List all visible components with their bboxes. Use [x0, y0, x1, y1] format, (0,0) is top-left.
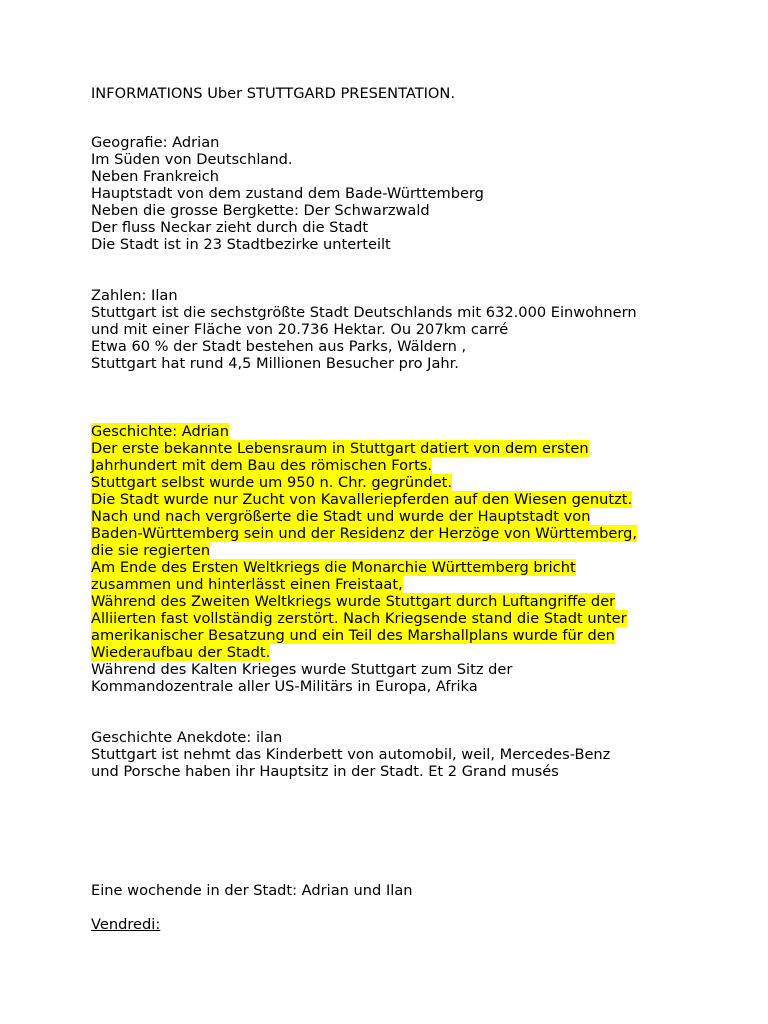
geschichte-line: Während des Kalten Krieges wurde Stuttgart zum Sitz der	[91, 661, 513, 678]
geschichte-highlighted-line: Baden-Württemberg sein und der Residenz der Herzöge von Württemberg,	[91, 525, 637, 542]
geschichte-highlighted-line: Stuttgart selbst wurde um 950 n. Chr. gegründet.	[91, 474, 453, 491]
zahlen-heading: Zahlen: Ilan	[91, 287, 178, 304]
geschichte-highlighted-line: Nach und nach vergrößerte die Stadt und wurde der Hauptstadt von	[91, 508, 591, 525]
zahlen-line: Stuttgart ist die sechstgrößte Stadt Deutschlands mit 632.000 Einwohnern	[91, 304, 637, 321]
geografie-line: Hauptstadt von dem zustand dem Bade-Württemberg	[91, 185, 484, 202]
geografie-line: Im Süden von Deutschland.	[91, 151, 293, 168]
geografie-heading: Geografie: Adrian	[91, 134, 220, 151]
anekdote-line: Stuttgart ist nehmt das Kinderbett von automobil, weil, Mercedes-Benz	[91, 746, 611, 763]
geschichte-highlighted-line: Die Stadt wurde nur Zucht von Kavalleriepferden auf den Wiesen genutzt.	[91, 491, 633, 508]
geschichte-highlighted-line: zusammen und hinterlässt einen Freistaat,	[91, 576, 403, 593]
geschichte-highlighted-line: Während des Zweiten Weltkriegs wurde Stuttgart durch Luftangriffe der	[91, 593, 616, 610]
geschichte-line: Kommandozentrale aller US-Militärs in Europa, Afrika	[91, 678, 478, 695]
document-title: INFORMATIONS Uber STUTTGARD PRESENTATION.	[91, 85, 455, 102]
geografie-line: Der fluss Neckar zieht durch die Stadt	[91, 219, 369, 236]
wochenende-heading: Eine wochende in der Stadt: Adrian und Ilan	[91, 882, 413, 899]
geschichte-heading: Geschichte: Adrian	[91, 423, 229, 440]
geschichte-highlighted-line: Alliierten fast vollständig zerstört. Nach Kriegsende stand die Stadt unter	[91, 610, 627, 627]
zahlen-line: Stuttgart hat rund 4,5 Millionen Besucher pro Jahr.	[91, 355, 459, 372]
geschichte-highlighted-line: Wiederaufbau der Stadt.	[91, 644, 271, 661]
zahlen-line: und mit einer Fläche von 20.736 Hektar. Ou 207km carré	[91, 321, 509, 338]
zahlen-line: Etwa 60 % der Stadt bestehen aus Parks, Wäldern ,	[91, 338, 467, 355]
geschichte-highlighted-line: amerikanischer Besatzung und ein Teil des Marshallplans wurde für den	[91, 627, 615, 644]
geschichte-highlighted-line: die sie regierten	[91, 542, 211, 559]
vendredi-subheading: Vendredi:	[91, 916, 161, 933]
geschichte-highlighted-line: Der erste bekannte Lebensraum in Stuttgart datiert von dem ersten	[91, 440, 589, 457]
anekdote-heading: Geschichte Anekdote: ilan	[91, 729, 283, 746]
geschichte-highlighted-line: Jahrhundert mit dem Bau des römischen Forts.	[91, 457, 433, 474]
geschichte-highlighted-line: Am Ende des Ersten Weltkriegs die Monarchie Württemberg bricht	[91, 559, 576, 576]
geografie-line: Neben Frankreich	[91, 168, 219, 185]
geografie-line: Die Stadt ist in 23 Stadtbezirke unterteilt	[91, 236, 391, 253]
geografie-line: Neben die grosse Bergkette: Der Schwarzwald	[91, 202, 430, 219]
anekdote-line: und Porsche haben ihr Hauptsitz in der Stadt. Et 2 Grand musés	[91, 763, 559, 780]
